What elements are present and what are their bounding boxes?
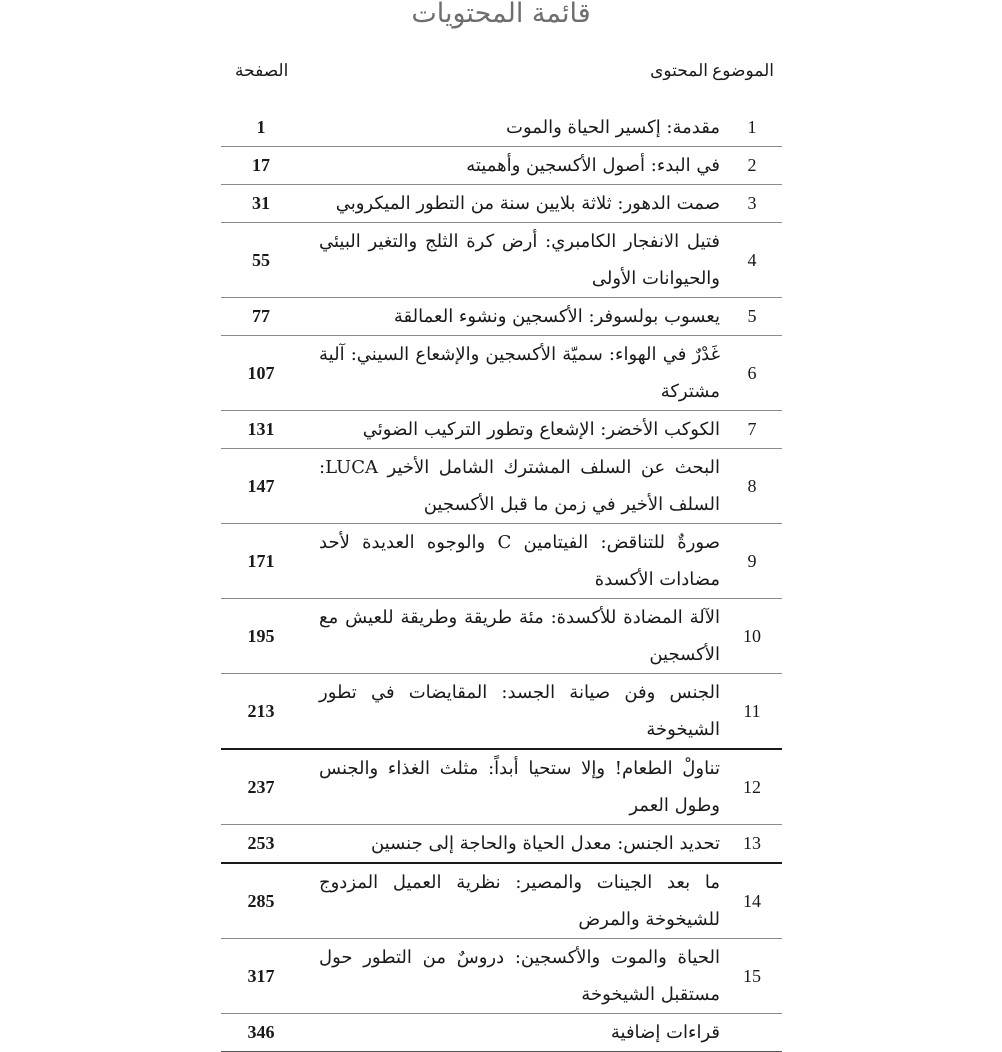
toc-row-page: 253 [221, 825, 301, 864]
toc-row-title: مقدمة: إكسير الحياة والموت [301, 109, 722, 147]
toc-row-title: الكوكب الأخضر: الإشعاع وتطور التركيب الضوئي [301, 411, 722, 449]
toc-row[interactable] [221, 411, 782, 449]
toc-row-number: 15 [722, 939, 782, 1014]
toc-row[interactable] [221, 223, 782, 298]
toc-row-page: 285 [221, 863, 301, 939]
toc-row-title: يعسوب بولسوفر: الأكسجين ونشوء العمالقة [301, 298, 722, 336]
toc-row-title: البحث عن السلف المشترك الشامل الأخير LUCA: السلف الأخير في زمن ما قبل الأكسجين [301, 449, 722, 524]
toc-row-page: 171 [221, 524, 301, 599]
column-header-page: الصفحة [235, 61, 289, 81]
toc-row-title: فتيل الانفجار الكامبري: أرض كرة الثلج والتغير البيئي والحيوانات الأولى [301, 223, 722, 298]
toc-row[interactable] [221, 336, 782, 411]
toc-row-number: 4 [722, 223, 782, 298]
toc-row-page: 55 [221, 223, 301, 298]
toc-row-number [722, 1014, 782, 1052]
toc-row-number: 6 [722, 336, 782, 411]
toc-row[interactable] [221, 863, 782, 939]
toc-row[interactable] [221, 185, 782, 223]
toc-row-page: 346 [221, 1014, 301, 1052]
toc-row-title: صمت الدهور: ثلاثة بلايين سنة من التطور الميكروبي [301, 185, 722, 223]
toc-row[interactable] [221, 147, 782, 185]
toc-row[interactable] [221, 939, 782, 1014]
toc-row-number: 9 [722, 524, 782, 599]
column-header-topic: الموضوع [712, 61, 774, 81]
toc-row-page: 31 [221, 185, 301, 223]
toc-row-number: 10 [722, 599, 782, 674]
toc-row-page: 147 [221, 449, 301, 524]
toc-row[interactable] [221, 524, 782, 599]
toc-row-number: 1 [722, 109, 782, 147]
toc-row-number: 5 [722, 298, 782, 336]
toc-row-page: 107 [221, 336, 301, 411]
toc-row-number: 7 [722, 411, 782, 449]
toc-row[interactable] [221, 599, 782, 674]
toc-row-page: 213 [221, 674, 301, 750]
toc-row-number: 3 [722, 185, 782, 223]
toc-row-title: الآلة المضادة للأكسدة: مئة طريقة وطريقة للعيش مع الأكسجين [301, 599, 722, 674]
toc-row[interactable] [221, 749, 782, 825]
toc-row-page: 17 [221, 147, 301, 185]
toc-row-page: 317 [221, 939, 301, 1014]
toc-row[interactable] [221, 109, 782, 147]
toc-row-title: في البدء: أصول الأكسجين وأهميته [301, 147, 722, 185]
page-title: قائمة المحتويات [411, 0, 591, 29]
toc-row[interactable] [221, 298, 782, 336]
table-of-contents [221, 109, 782, 1052]
toc-row-title: الحياة والموت والأكسجين: دروسٌ من التطور حول مستقبل الشيخوخة [301, 939, 722, 1014]
toc-row-page: 1 [221, 109, 301, 147]
toc-row-title: صورةٌ للتناقض: الفيتامين C والوجوه العديدة لأحد مضادات الأكسدة [301, 524, 722, 599]
toc-row[interactable] [221, 825, 782, 864]
toc-row-number: 2 [722, 147, 782, 185]
toc-row[interactable] [221, 449, 782, 524]
toc-row[interactable] [221, 674, 782, 750]
toc-row-number: 14 [722, 863, 782, 939]
toc-row-title: غَدْرٌ في الهواء: سميّة الأكسجين والإشعاع السيني: آلية مشتركة [301, 336, 722, 411]
toc-row-page: 237 [221, 749, 301, 825]
toc-row-title: قراءات إضافية [301, 1014, 722, 1052]
toc-row-page: 77 [221, 298, 301, 336]
toc-row-page: 131 [221, 411, 301, 449]
toc-row[interactable] [221, 1014, 782, 1052]
toc-row-number: 11 [722, 674, 782, 750]
column-header-content: المحتوى [650, 61, 708, 81]
toc-row-title: ما بعد الجينات والمصير: نظرية العميل المزدوج للشيخوخة والمرض [301, 863, 722, 939]
toc-row-number: 8 [722, 449, 782, 524]
toc-row-page: 195 [221, 599, 301, 674]
toc-row-title: تناولْ الطعام! وإلا ستحيا أبداً: مثلث الغذاء والجنس وطول العمر [301, 749, 722, 825]
toc-row-title: الجنس وفن صيانة الجسد: المقايضات في تطور الشيخوخة [301, 674, 722, 750]
toc-row-title: تحديد الجنس: معدل الحياة والحاجة إلى جنسين [301, 825, 722, 864]
toc-row-number: 12 [722, 749, 782, 825]
toc-row-number: 13 [722, 825, 782, 864]
